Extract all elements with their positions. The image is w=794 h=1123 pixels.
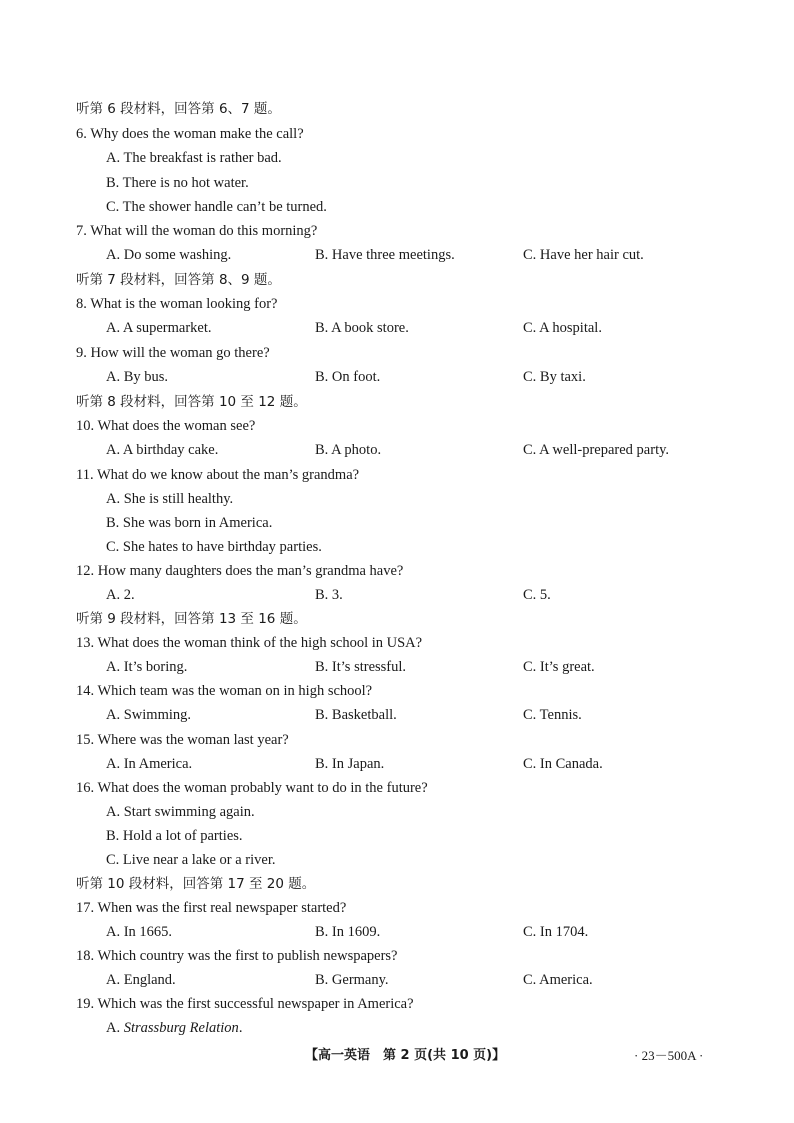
question-17-stem: 17. When was the first real newspaper started? (76, 900, 347, 916)
section-7-instruction: 听第 7 段材料，回答第 8、9 题。 (76, 272, 281, 288)
question-15-options (0, 752, 794, 776)
question-12-option-c: C. 5. (523, 587, 551, 603)
question-18 (0, 944, 794, 968)
question-17-option-c: C. In 1704. (523, 924, 589, 940)
newspaper-title: Strassburg Relation (123, 1020, 239, 1036)
question-14-options (0, 703, 794, 727)
question-13-option-a: A. It’s boring. (106, 659, 188, 675)
question-18-options (0, 968, 794, 992)
question-19-option-a: A. Strassburg Relation. (106, 1020, 243, 1036)
question-11-option-c: C. She hates to have birthday parties. (106, 539, 322, 555)
question-17-options (0, 920, 794, 944)
question-15-option-c: C. In Canada. (523, 756, 603, 772)
question-10-option-a: A. A birthday cake. (106, 442, 219, 458)
footer-code: · 23－500A · (634, 1048, 704, 1063)
question-10 (0, 414, 794, 438)
question-12 (0, 559, 794, 583)
question-17 (0, 896, 794, 920)
question-12-stem: 12. How many daughters does the man’s grandma have? (76, 563, 404, 579)
question-9-option-c: C. By taxi. (523, 369, 586, 385)
question-8-options (0, 316, 794, 340)
question-13-option-c: C. It’s great. (523, 659, 595, 675)
question-7-options (0, 243, 794, 267)
question-12-option-a: A. 2. (106, 587, 135, 603)
question-15-option-a: A. In America. (106, 756, 193, 772)
question-10-option-c: C. A well-prepared party. (523, 442, 670, 458)
question-18-option-a: A. England. (106, 972, 176, 988)
question-11-option-a: A. She is still healthy. (106, 491, 234, 507)
question-10-stem: 10. What does the woman see? (76, 418, 256, 434)
question-16-option-c: C. Live near a lake or a river. (106, 852, 276, 868)
section-9-instruction: 听第 9 段材料，回答第 13 至 16 题。 (76, 611, 307, 627)
question-7 (0, 219, 794, 243)
question-7-option-b: B. Have three meetings. (315, 247, 455, 263)
question-14-option-c: C. Tennis. (523, 707, 582, 723)
footer-title: 【高一英语 第 2 页(共 10 页)】 (305, 1048, 506, 1063)
question-16-option-b: B. Hold a lot of parties. (106, 828, 243, 844)
question-6-stem: 6. Why does the woman make the call? (76, 126, 304, 142)
question-14-option-a: A. Swimming. (106, 707, 191, 723)
question-6-option-b: B. There is no hot water. (106, 175, 249, 191)
question-9 (0, 341, 794, 365)
section-10-instruction: 听第 10 段材料，回答第 17 至 20 题。 (76, 876, 316, 892)
question-8-option-b: B. A book store. (315, 320, 409, 336)
question-13-option-b: B. It’s stressful. (315, 659, 407, 675)
question-19-stem: 19. Which was the first successful newspaper in America? (76, 996, 414, 1012)
section-6-instruction: 听第 6 段材料，回答第 6、7 题。 (76, 101, 281, 117)
question-9-option-b: B. On foot. (315, 369, 381, 385)
question-14-option-b: B. Basketball. (315, 707, 397, 723)
question-11-stem: 11. What do we know about the man’s grandma? (76, 467, 360, 483)
question-6-option-a: A. The breakfast is rather bad. (106, 150, 282, 166)
question-9-option-a: A. By bus. (106, 369, 169, 385)
question-13 (0, 631, 794, 655)
question-16-stem: 16. What does the woman probably want to do in the future? (76, 780, 428, 796)
question-9-options (0, 365, 794, 389)
question-16-option-a: A. Start swimming again. (106, 804, 255, 820)
question-18-stem: 18. Which country was the first to publish newspapers? (76, 948, 398, 964)
question-18-option-b: B. Germany. (315, 972, 389, 988)
question-11 (0, 463, 794, 487)
question-14-stem: 14. Which team was the woman on in high school? (76, 683, 373, 699)
question-8-option-c: C. A hospital. (523, 320, 602, 336)
question-8-option-a: A. A supermarket. (106, 320, 212, 336)
question-7-option-c: C. Have her hair cut. (523, 247, 644, 263)
question-13-options (0, 655, 794, 679)
question-12-options (0, 583, 794, 607)
question-8-stem: 8. What is the woman looking for? (76, 296, 278, 312)
question-15 (0, 728, 794, 752)
question-19 (0, 992, 794, 1016)
question-8 (0, 292, 794, 316)
question-17-option-b: B. In 1609. (315, 924, 381, 940)
page-footer (0, 1044, 794, 1068)
question-15-option-b: B. In Japan. (315, 756, 385, 772)
question-16 (0, 776, 794, 800)
question-9-stem: 9. How will the woman go there? (76, 345, 270, 361)
question-17-option-a: A. In 1665. (106, 924, 173, 940)
question-13-stem: 13. What does the woman think of the high school in USA? (76, 635, 423, 651)
question-15-stem: 15. Where was the woman last year? (76, 732, 289, 748)
section-8-instruction: 听第 8 段材料，回答第 10 至 12 题。 (76, 394, 307, 410)
question-11-option-b: B. She was born in America. (106, 515, 273, 531)
question-10-options (0, 438, 794, 462)
question-6 (0, 122, 794, 146)
question-7-option-a: A. Do some washing. (106, 247, 232, 263)
question-6-option-c: C. The shower handle can’t be turned. (106, 199, 327, 215)
question-7-stem: 7. What will the woman do this morning? (76, 223, 318, 239)
question-14 (0, 679, 794, 703)
question-12-option-b: B. 3. (315, 587, 343, 603)
question-18-option-c: C. America. (523, 972, 593, 988)
question-10-option-b: B. A photo. (315, 442, 382, 458)
